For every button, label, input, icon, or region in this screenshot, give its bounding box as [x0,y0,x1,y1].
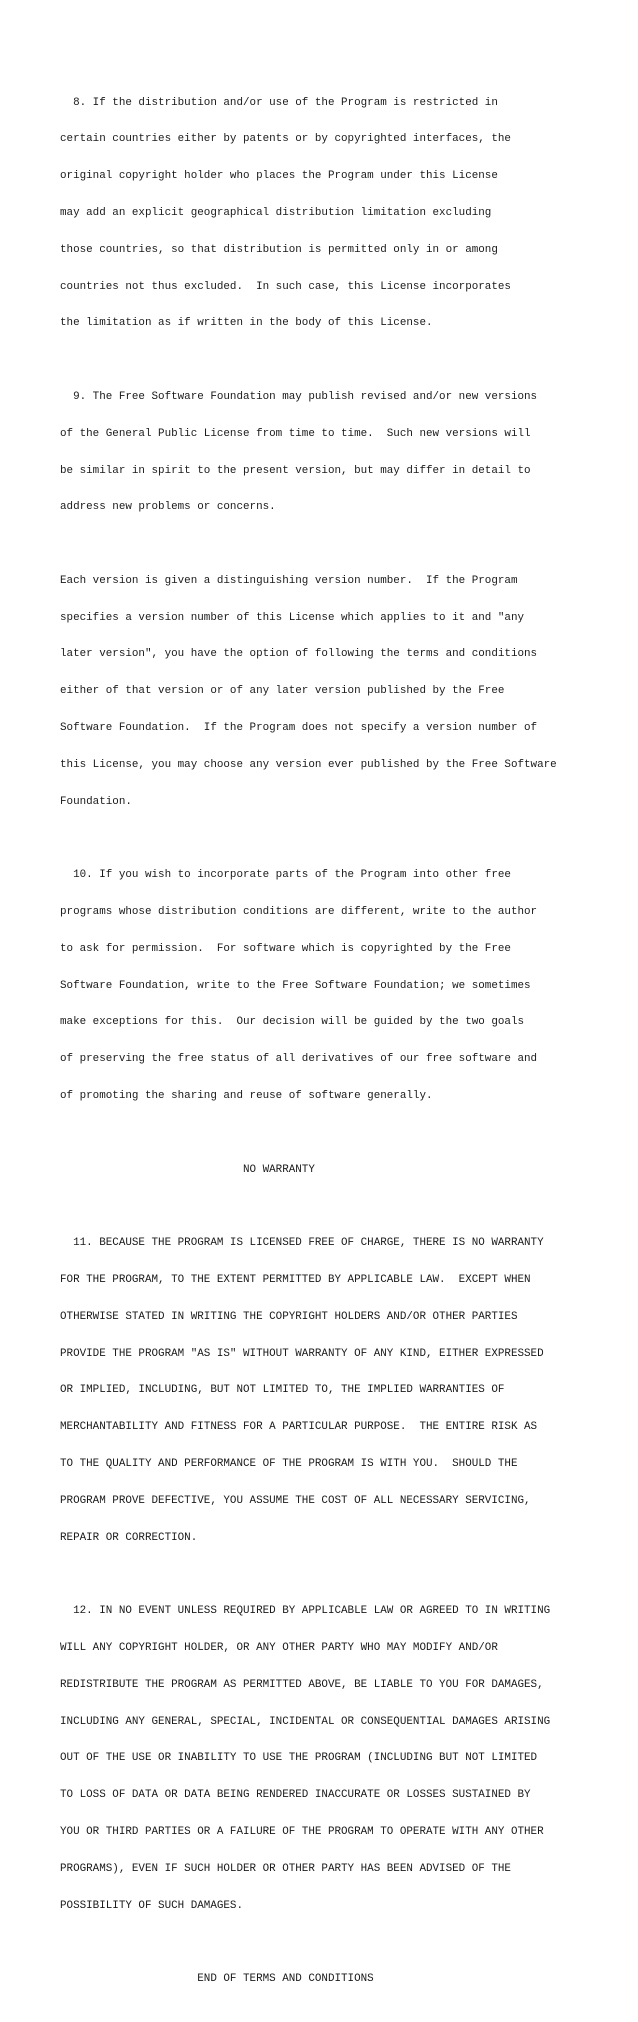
text-line: Foundation. [60,795,132,808]
text-line: later version", you have the option of following the terms and conditions [60,648,538,661]
text-line: programs whose distribution conditions are different, write to the author [60,906,538,919]
text-line: 11. BECAUSE THE PROGRAM IS LICENSED FREE OF CHARGE, THERE IS NO WARRANTY [60,1237,544,1250]
text-line: OUT OF THE USE OR INABILITY TO USE THE PROGRAM (INCLUDING BUT NOT LIMITED [60,1752,538,1765]
text-line: of preserving the free status of all derivatives of our free software and [60,1053,538,1066]
text-line: FOR THE PROGRAM, TO THE EXTENT PERMITTED BY APPLICABLE LAW. EXCEPT WHEN [60,1274,531,1287]
text-line: may add an explicit geographical distribution limitation excluding [60,206,492,219]
section-9-versions-paragraph [60,550,630,832]
text-line: REPAIR OR CORRECTION. [60,1531,198,1544]
text-line: PROGRAMS), EVEN IF SUCH HOLDER OR OTHER PARTY HAS BEEN ADVISED OF THE [60,1862,511,1875]
text-line: Software Foundation, write to the Free Software Foundation; we sometimes [60,979,531,992]
text-line: OR IMPLIED, INCLUDING, BUT NOT LIMITED TO, THE IMPLIED WARRANTIES OF [60,1384,505,1397]
text-line: make exceptions for this. Our decision will be guided by the two goals [60,1016,525,1029]
text-line: INCLUDING ANY GENERAL, SPECIAL, INCIDENTAL OR CONSEQUENTIAL DAMAGES ARISING [60,1715,551,1728]
text-line: TO THE QUALITY AND PERFORMANCE OF THE PROGRAM IS WITH YOU. SHOULD THE [60,1458,518,1471]
text-line: Each version is given a distinguishing version number. If the Program [60,574,518,587]
section-11-paragraph [60,1213,630,1569]
text-line: REDISTRIBUTE THE PROGRAM AS PERMITTED ABOVE, BE LIABLE TO YOU FOR DAMAGES, [60,1678,544,1691]
text-line: OTHERWISE STATED IN WRITING THE COPYRIGHT HOLDERS AND/OR OTHER PARTIES [60,1310,518,1323]
text-line: specifies a version number of this License which applies to it and "any [60,611,525,624]
section-10-paragraph [60,845,630,1127]
section-8-paragraph [60,72,630,354]
text-line: original copyright holder who places the Program under this License [60,170,498,183]
text-line: either of that version or of any later version published by the Free [60,685,505,698]
text-line: address new problems or concerns. [60,501,276,514]
text-line: certain countries either by patents or by copyrighted interfaces, the [60,133,511,146]
text-line: the limitation as if written in the body of this License. [60,317,433,330]
text-line: of the General Public License from time to time. Such new versions will [60,427,531,440]
text-line: to ask for permission. For software which is copyrighted by the Free [60,942,511,955]
text-line: TO LOSS OF DATA OR DATA BEING RENDERED INACCURATE OR LOSSES SUSTAINED BY [60,1789,531,1802]
no-warranty-heading [60,1139,630,1200]
heading-line: END OF TERMS AND CONDITIONS [60,1973,374,1986]
text-line: POSSIBILITY OF SUCH DAMAGES. [60,1899,243,1912]
text-line: 12. IN NO EVENT UNLESS REQUIRED BY APPLICABLE LAW OR AGREED TO IN WRITING [60,1605,551,1618]
end-of-terms-heading [60,1949,630,2010]
text-line: 10. If you wish to incorporate parts of the Program into other free [60,869,511,882]
text-line: of promoting the sharing and reuse of software generally. [60,1090,433,1103]
text-line: those countries, so that distribution is permitted only in or among [60,243,498,256]
text-line: 9. The Free Software Foundation may publish revised and/or new versions [60,390,538,403]
text-line: countries not thus excluded. In such case, this License incorporates [60,280,511,293]
section-9-paragraph [60,366,630,538]
text-line: MERCHANTABILITY AND FITNESS FOR A PARTICULAR PURPOSE. THE ENTIRE RISK AS [60,1421,538,1434]
document-page [60,72,630,2022]
text-line: YOU OR THIRD PARTIES OR A FAILURE OF THE PROGRAM TO OPERATE WITH ANY OTHER [60,1825,544,1838]
text-line: Software Foundation. If the Program does not specify a version number of [60,722,538,735]
text-line: WILL ANY COPYRIGHT HOLDER, OR ANY OTHER PARTY WHO MAY MODIFY AND/OR [60,1642,498,1654]
text-line: PROGRAM PROVE DEFECTIVE, YOU ASSUME THE COST OF ALL NECESSARY SERVICING, [60,1494,531,1507]
text-line: this License, you may choose any version ever published by the Free Software [60,758,557,771]
text-line: be similar in spirit to the present version, but may differ in detail to [60,464,531,477]
text-line: 8. If the distribution and/or use of the Program is restricted in [60,96,498,109]
text-line: PROVIDE THE PROGRAM "AS IS" WITHOUT WARRANTY OF ANY KIND, EITHER EXPRESSED [60,1347,544,1360]
heading-line: NO WARRANTY [60,1163,315,1176]
section-12-paragraph [60,1581,630,1937]
